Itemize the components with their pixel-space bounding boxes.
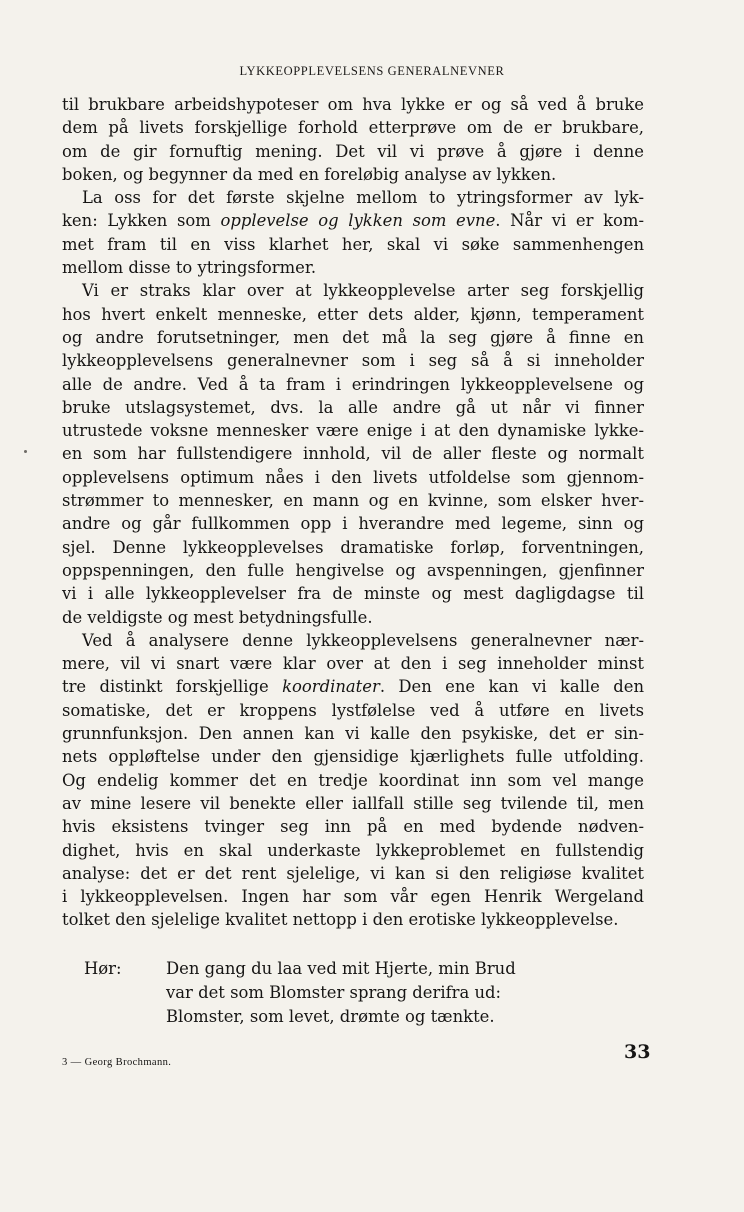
poem-line: Den gang du laa ved mit Hjerte, min Brud: [166, 959, 516, 978]
body-text: [62, 93, 644, 932]
text-line: dem på livets forskjellige forhold etterprøve om de er brukbare,: [62, 118, 644, 138]
text-line: strømmer to mennesker, en mann og en kvinne, som elsker hver-: [62, 491, 644, 511]
text-line: av mine lesere vil benekte eller iallfall stille seg tvilende til, men: [62, 793, 644, 813]
paragraph-start-line: Ved å analysere denne lykkeopplevelsens generalnevner nær-: [82, 630, 644, 650]
poem-line: var det som Blomster sprang derifra ud:: [166, 983, 502, 1002]
text-line: de veldigste og mest betydningsfulle.: [62, 607, 373, 627]
poem-verse: [166, 957, 586, 1029]
text-line: met fram til en viss klarhet her, skal vi søke sammenhengen: [62, 234, 644, 254]
text-line: tolket den sjelelige kvalitet nettopp i den erotiske lykkeopplevelse.: [62, 910, 619, 930]
paragraph-start-line: Vi er straks klar over at lykkeopplevelse arter seg forskjellig: [82, 281, 644, 301]
text-line: [62, 209, 644, 232]
running-head: LYKKEOPPLEVELSENS GENERALNEVNER: [239, 64, 505, 78]
emphasis-text: opplevelse og lykken som evne: [220, 211, 496, 231]
text-line: mellom disse to ytringsformer.: [62, 258, 317, 278]
page-number: 33: [624, 1041, 651, 1063]
paragraph-start-line: La oss for det første skjelne mellom to ytringsformer av lyk-: [82, 188, 644, 208]
text-line: om de gir fornuftig mening. Det vil vi prøve å gjøre i denne: [62, 141, 644, 161]
text-line: mere, vil vi snart være klar over at den i seg inneholder minst: [62, 654, 644, 674]
text-line: og andre forutsetninger, men det må la seg gjøre å finne en: [62, 327, 644, 347]
text-line: hvis eksistens tvinger seg inn på en med bydende nødven-: [62, 817, 644, 837]
text-run: . Når vi er kom-: [495, 211, 645, 231]
text-run: . Den ene kan vi kalle den: [379, 677, 644, 697]
text-line: alle de andre. Ved å ta fram i erindringen lykkeopplevelsene og: [62, 374, 644, 394]
text-line: Og endelig kommer det en tredje koordinat inn som vel mange: [62, 770, 644, 790]
text-line: analyse: det er det rent sjelelige, vi kan si den religiøse kvalitet: [62, 863, 644, 883]
emphasis-text: koordinater: [282, 677, 380, 697]
text-line: opplevelsens optimum nåes i den livets utfoldelse som gjennom-: [62, 467, 644, 487]
text-line: en som har fullstendigere innhold, vil de aller fleste og normalt: [62, 444, 644, 464]
text-run: tre distinkt forskjellige: [62, 677, 283, 697]
text-line: [62, 675, 644, 698]
text-line: oppspenningen, den fulle hengivelse og avspenningen, gjenfinner: [62, 560, 644, 580]
poem-line: Blomster, som levet, drømte og tænkte.: [166, 1007, 495, 1026]
text-line: andre og går fullkommen opp i hverandre med legeme, sinn og: [62, 514, 644, 534]
text-line: dighet, hvis en skal underkaste lykkeproblemet en fullstendig: [62, 840, 644, 860]
text-line: til brukbare arbeidshypoteser om hva lykke er og så ved å bruke: [62, 95, 644, 114]
text-line: somatiske, det er kroppens lystfølelse ved å utføre en livets: [62, 700, 644, 720]
text-line: vi i alle lykkeopplevelser fra de minste og mest dagligdagse til: [62, 584, 644, 604]
text-line: grunnfunksjon. Den annen kan vi kalle den psykiske, det er sin-: [62, 724, 644, 744]
text-line: i lykkeopplevelsen. Ingen har som vår egen Henrik Wergeland: [62, 887, 644, 907]
text-line: utrustede voksne mennesker være enige i at den dynamiske lykke-: [62, 421, 644, 441]
text-line: hos hvert enkelt menneske, etter dets alder, kjønn, temperament: [62, 304, 644, 324]
signature-mark: 3 — Georg Brochmann.: [62, 1057, 172, 1068]
margin-speck: [24, 450, 27, 453]
text-run: ken: Lykken som: [62, 211, 221, 231]
text-line: sjel. Denne lykkeopplevelses dramatiske forløp, forventningen,: [62, 537, 644, 557]
text-line: lykkeopplevelsens generalnevner som i seg så å si inneholder: [62, 351, 644, 371]
text-line: boken, og begynner da med en foreløbig analyse av lykken.: [62, 164, 557, 184]
text-line: nets oppløftelse under den gjensidige kjærlighets fulle utfolding.: [62, 747, 644, 767]
text-line: bruke utslagsystemet, dvs. la alle andre gå ut når vi finner: [62, 397, 644, 417]
poem-label: Hør:: [84, 959, 122, 978]
